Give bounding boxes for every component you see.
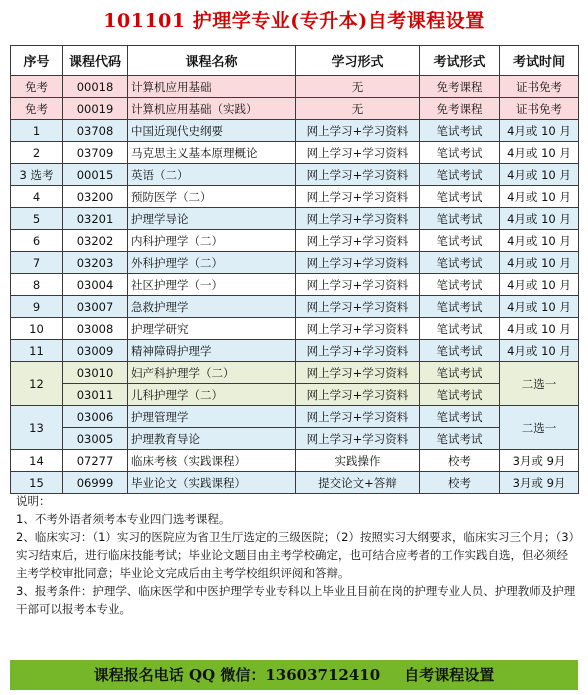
table-row bbox=[11, 406, 579, 428]
cell-seq: 5 bbox=[11, 208, 63, 230]
cell-study: 网上学习+学习资料 bbox=[296, 186, 420, 208]
table-row bbox=[11, 296, 579, 318]
contact-banner bbox=[10, 660, 578, 690]
cell-time: 证书免考 bbox=[500, 76, 579, 98]
cell-seq: 13 bbox=[11, 406, 63, 450]
cell-code: 03200 bbox=[63, 186, 128, 208]
cell-name: 英语（二） bbox=[128, 164, 296, 186]
cell-time: 4月或 10 月 bbox=[500, 296, 579, 318]
contact-phone: 13603712410 bbox=[265, 666, 381, 684]
header-seq: 序号 bbox=[11, 46, 63, 76]
note-item: 1、不考外语者须考本专业四门选考课程。 bbox=[16, 512, 231, 526]
note-item: 2、临床实习：（1）实习的医院应为省卫生厅选定的三级医院；（2）按照实习大纲要求，临床实习三个月；（3）实习结束后，进行临床技能考试；毕业论文题目由主考学校确定，也可结合应考者的工作实践自选，但必须经主考学校审批同意；毕业论文完成后由主考学校组织评阅和答辩。 bbox=[16, 530, 575, 580]
cell-time: 4月或 10 月 bbox=[500, 208, 579, 230]
cell-seq: 6 bbox=[11, 230, 63, 252]
table-header-row bbox=[11, 46, 579, 76]
cell-code: 03011 bbox=[63, 384, 128, 406]
cell-study: 网上学习+学习资料 bbox=[296, 384, 420, 406]
cell-time: 4月或 10 月 bbox=[500, 252, 579, 274]
cell-seq: 免考 bbox=[11, 98, 63, 120]
cell-study: 网上学习+学习资料 bbox=[296, 362, 420, 384]
header-code: 课程代码 bbox=[63, 46, 128, 76]
table-row bbox=[11, 120, 579, 142]
table-row bbox=[11, 384, 579, 406]
table-row bbox=[11, 208, 579, 230]
cell-seq: 3 选考 bbox=[11, 164, 63, 186]
cell-study: 网上学习+学习资料 bbox=[296, 406, 420, 428]
cell-name: 毕业论文（实践课程） bbox=[128, 472, 296, 494]
cell-code: 03008 bbox=[63, 318, 128, 340]
table-row bbox=[11, 186, 579, 208]
cell-study: 网上学习+学习资料 bbox=[296, 120, 420, 142]
cell-seq: 8 bbox=[11, 274, 63, 296]
cell-code: 03202 bbox=[63, 230, 128, 252]
table-row bbox=[11, 472, 579, 494]
cell-seq: 11 bbox=[11, 340, 63, 362]
cell-study: 无 bbox=[296, 98, 420, 120]
cell-name: 外科护理学（二） bbox=[128, 252, 296, 274]
cell-study: 无 bbox=[296, 76, 420, 98]
cell-seq: 4 bbox=[11, 186, 63, 208]
cell-time: 3月或 9月 bbox=[500, 450, 579, 472]
cell-exam: 校考 bbox=[420, 450, 500, 472]
table-row bbox=[11, 142, 579, 164]
contact-label: 课程报名电话 QQ 微信： bbox=[93, 666, 266, 684]
cell-exam: 笔试考试 bbox=[420, 230, 500, 252]
cell-code: 03708 bbox=[63, 120, 128, 142]
cell-study: 网上学习+学习资料 bbox=[296, 340, 420, 362]
cell-code: 00018 bbox=[63, 76, 128, 98]
cell-study: 网上学习+学习资料 bbox=[296, 428, 420, 450]
cell-time: 4月或 10 月 bbox=[500, 186, 579, 208]
cell-seq: 7 bbox=[11, 252, 63, 274]
cell-exam: 笔试考试 bbox=[420, 252, 500, 274]
cell-code: 00015 bbox=[63, 164, 128, 186]
cell-name: 内科护理学（二） bbox=[128, 230, 296, 252]
page-title: 101101 护理学专业(专升本)自考课程设置 bbox=[103, 10, 485, 32]
cell-exam: 校考 bbox=[420, 472, 500, 494]
cell-exam: 笔试考试 bbox=[420, 120, 500, 142]
cell-seq: 10 bbox=[11, 318, 63, 340]
cell-name: 临床考核（实践课程） bbox=[128, 450, 296, 472]
cell-study: 网上学习+学习资料 bbox=[296, 142, 420, 164]
cell-time: 4月或 10 月 bbox=[500, 164, 579, 186]
cell-name: 中国近现代史纲要 bbox=[128, 120, 296, 142]
cell-exam: 笔试考试 bbox=[420, 208, 500, 230]
cell-name: 计算机应用基础（实践） bbox=[128, 98, 296, 120]
cell-exam: 笔试考试 bbox=[420, 142, 500, 164]
cell-study: 网上学习+学习资料 bbox=[296, 318, 420, 340]
table-row bbox=[11, 340, 579, 362]
table-row bbox=[11, 274, 579, 296]
cell-time: 4月或 10 月 bbox=[500, 142, 579, 164]
header-time: 考试时间 bbox=[500, 46, 579, 76]
cell-exam: 免考课程 bbox=[420, 76, 500, 98]
table-row bbox=[11, 252, 579, 274]
cell-time: 3月或 9月 bbox=[500, 472, 579, 494]
cell-time: 4月或 10 月 bbox=[500, 274, 579, 296]
note-item: 3、报考条件：护理学、临床医学和中医护理学专业专科以上毕业且目前在岗的护理专业人员、护理教师及护理干部可以报考本专业。 bbox=[16, 584, 576, 616]
cell-exam: 笔试考试 bbox=[420, 406, 500, 428]
cell-name: 马克思主义基本原理概论 bbox=[128, 142, 296, 164]
table-row bbox=[11, 318, 579, 340]
cell-study: 网上学习+学习资料 bbox=[296, 164, 420, 186]
cell-name: 计算机应用基础 bbox=[128, 76, 296, 98]
cell-exam: 笔试考试 bbox=[420, 274, 500, 296]
cell-time: 4月或 10 月 bbox=[500, 230, 579, 252]
header-exam: 考试形式 bbox=[420, 46, 500, 76]
cell-name: 护理管理学 bbox=[128, 406, 296, 428]
table-row bbox=[11, 164, 579, 186]
cell-seq: 14 bbox=[11, 450, 63, 472]
cell-name: 社区护理学（一） bbox=[128, 274, 296, 296]
course-table bbox=[10, 45, 579, 494]
cell-exam: 笔试考试 bbox=[420, 340, 500, 362]
cell-code: 03709 bbox=[63, 142, 128, 164]
cell-code: 03004 bbox=[63, 274, 128, 296]
cell-study: 提交论文+答辩 bbox=[296, 472, 420, 494]
table-row bbox=[11, 98, 579, 120]
cell-exam: 免考课程 bbox=[420, 98, 500, 120]
cell-study: 网上学习+学习资料 bbox=[296, 208, 420, 230]
cell-code: 07277 bbox=[63, 450, 128, 472]
cell-name: 妇产科护理学（二） bbox=[128, 362, 296, 384]
cell-name: 预防医学（二） bbox=[128, 186, 296, 208]
cell-study: 网上学习+学习资料 bbox=[296, 252, 420, 274]
cell-code: 00019 bbox=[63, 98, 128, 120]
cell-code: 03005 bbox=[63, 428, 128, 450]
header-name: 课程名称 bbox=[128, 46, 296, 76]
cell-code: 03203 bbox=[63, 252, 128, 274]
cell-code: 03006 bbox=[63, 406, 128, 428]
cell-time: 4月或 10 月 bbox=[500, 318, 579, 340]
cell-study: 网上学习+学习资料 bbox=[296, 274, 420, 296]
cell-time: 证书免考 bbox=[500, 98, 579, 120]
contact-tail: 自考课程设置 bbox=[404, 666, 495, 684]
cell-time: 4月或 10 月 bbox=[500, 340, 579, 362]
cell-name: 急救护理学 bbox=[128, 296, 296, 318]
table-row bbox=[11, 450, 579, 472]
cell-name: 儿科护理学（二） bbox=[128, 384, 296, 406]
cell-exam: 笔试考试 bbox=[420, 362, 500, 384]
cell-code: 03010 bbox=[63, 362, 128, 384]
cell-exam: 笔试考试 bbox=[420, 186, 500, 208]
cell-study: 实践操作 bbox=[296, 450, 420, 472]
cell-seq: 2 bbox=[11, 142, 63, 164]
table-row bbox=[11, 362, 579, 384]
cell-name: 护理教育导论 bbox=[128, 428, 296, 450]
cell-exam: 笔试考试 bbox=[420, 384, 500, 406]
cell-seq: 15 bbox=[11, 472, 63, 494]
cell-name: 护理学研究 bbox=[128, 318, 296, 340]
cell-seq: 9 bbox=[11, 296, 63, 318]
cell-code: 03007 bbox=[63, 296, 128, 318]
header-study: 学习形式 bbox=[296, 46, 420, 76]
cell-seq: 12 bbox=[11, 362, 63, 406]
table-row bbox=[11, 76, 579, 98]
notes-heading: 说明： bbox=[16, 494, 51, 508]
cell-code: 03201 bbox=[63, 208, 128, 230]
cell-seq: 免考 bbox=[11, 76, 63, 98]
cell-seq: 1 bbox=[11, 120, 63, 142]
cell-exam: 笔试考试 bbox=[420, 318, 500, 340]
cell-study: 网上学习+学习资料 bbox=[296, 296, 420, 318]
cell-exam: 笔试考试 bbox=[420, 164, 500, 186]
cell-code: 06999 bbox=[63, 472, 128, 494]
cell-study: 网上学习+学习资料 bbox=[296, 230, 420, 252]
cell-name: 护理学导论 bbox=[128, 208, 296, 230]
table-row bbox=[11, 428, 579, 450]
table-row bbox=[11, 230, 579, 252]
cell-exam: 笔试考试 bbox=[420, 296, 500, 318]
cell-time: 4月或 10 月 bbox=[500, 120, 579, 142]
cell-code: 03009 bbox=[63, 340, 128, 362]
cell-time: 二选一 bbox=[500, 362, 579, 406]
cell-exam: 笔试考试 bbox=[420, 428, 500, 450]
cell-name: 精神障碍护理学 bbox=[128, 340, 296, 362]
notes-section bbox=[16, 492, 576, 618]
cell-time: 二选一 bbox=[500, 406, 579, 450]
